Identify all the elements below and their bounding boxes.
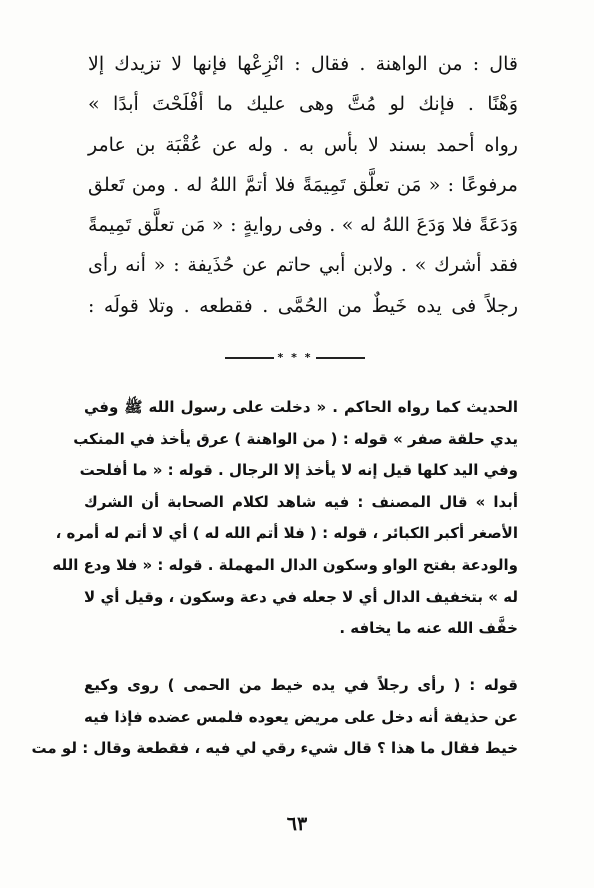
- commentary-line: والودعة بفتح الواو وسكون الدال المهملة . قوله : « فلا ودع الله: [52, 555, 518, 574]
- commentary-line: له » بتخفيف الدال أي لا جعله في دعة وسكون ، وقيل أي لا: [84, 587, 518, 606]
- main-text-block: [88, 44, 518, 326]
- commentary-line: الحديث كما رواه الحاكم . « دخلت على رسول الله ﷺ وفي: [84, 398, 518, 416]
- main-text-line: وَهْنًا . فإنك لو مُتَّ وهى عليك ما أفْلَحْتَ أبدًا »: [88, 93, 518, 116]
- separator-rule-right: [316, 357, 365, 359]
- commentary-line: خيط فقال ما هذا ؟ قال شيء رقي لي فيه ، فقطعة وقال : لو مت: [31, 739, 518, 758]
- main-text-line: وَدَعَةً فلا وَدَعَ اللهُ له » . وفى روايةٍ : « مَن تعلَّق تَمِيمةً: [88, 214, 518, 237]
- main-text-line: رواه أحمد بسند لا بأس به . وله عن عُقْبَة بن عامر: [88, 133, 518, 156]
- commentary-line: قوله : ( رأى رجلاً في يده خيط من الحمى ) روى وكيع: [84, 676, 518, 694]
- commentary-line: وفي اليد كلها قيل إنه لا يأخذ إلا الرجال . قوله : « ما أفلحت: [79, 461, 518, 480]
- main-text-line: رجلاً فى يده خَيطٌ من الحُمَّى . فقطعه . وتلا قولَه :: [88, 294, 518, 317]
- section-separator: [225, 351, 365, 365]
- separator-rule-left: [225, 357, 274, 359]
- commentary-line: خفَّف الله عنه ما يخافه .: [339, 619, 518, 638]
- main-text-line: مرفوعًا : « مَن تعلَّق تَمِيمَةً فلا أتمَّ اللهُ له . ومن تَعلق: [88, 173, 518, 196]
- commentary-block: [52, 392, 518, 645]
- main-text-line: قال : من الواهنة . فقال : انْزِعْها فإنها لا تزيدك إلا: [88, 53, 518, 75]
- commentary-paragraph-2: [31, 670, 518, 765]
- separator-stars: * * *: [277, 351, 313, 364]
- commentary-line: يدي حلقة صفر » قوله : ( من الواهنة ) عرق يأخذ في المنكب: [73, 429, 518, 448]
- main-text-line: فقد أشرك » . ولابن أبي حاتم عن حُذَيفة : « أنه رأى: [88, 254, 518, 277]
- commentary-line: أبدا » قال المصنف : فيه شاهد لكلام الصحابة أن الشرك: [84, 492, 518, 511]
- commentary-line: عن حذيفة أنه دخل على مريض يعوده فلمس عضده فإذا فيه: [84, 707, 518, 726]
- commentary-line: الأصغر أكبر الكبائر ، قوله : ( فلا أتم الله له ) أي لا أتم له أمره ،: [55, 524, 518, 543]
- page-number: ٦٣: [286, 813, 308, 835]
